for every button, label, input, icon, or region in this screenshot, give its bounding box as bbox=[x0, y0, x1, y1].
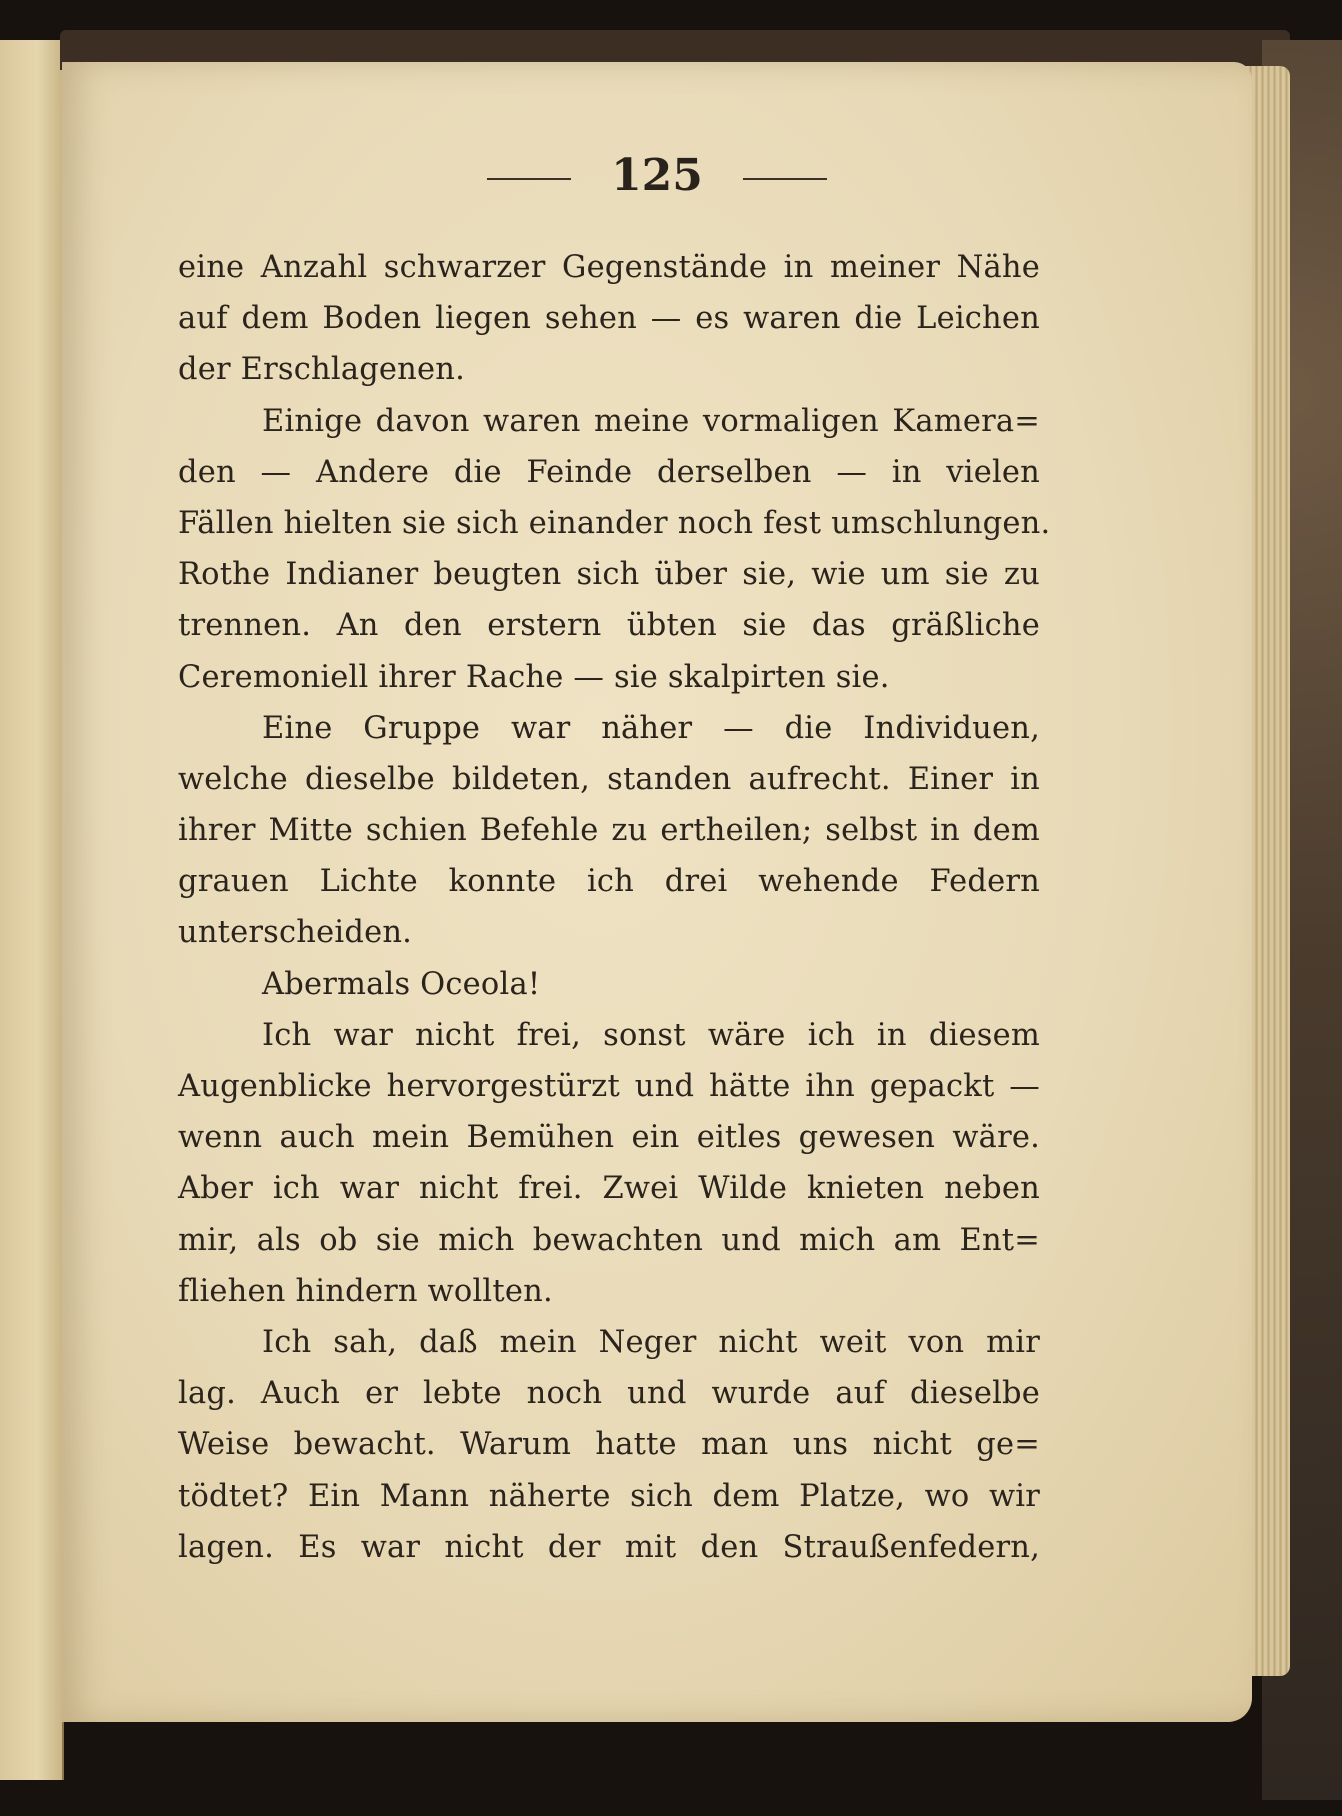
text-line: welche dieselbe bildeten, standen aufrecht. Einer in bbox=[178, 761, 1040, 797]
header-rule-right bbox=[743, 178, 827, 180]
text-line: Einige davon waren meine vormaligen Kamera= bbox=[262, 403, 1040, 439]
text-line: fliehen hindern wollten. bbox=[178, 1273, 553, 1309]
text-line: Rothe Indianer beugten sich über sie, wie um sie zu bbox=[178, 557, 1040, 593]
text-line: Fällen hielten sie sich einander noch fest umschlungen. bbox=[178, 505, 1051, 541]
text-line: tödtet? Ein Mann näherte sich dem Platze, wo wir bbox=[178, 1478, 1040, 1514]
text-line: trennen. An den erstern übten sie das gräßliche bbox=[178, 608, 1040, 644]
text-line: unterscheiden. bbox=[178, 915, 413, 951]
text-line: wenn auch mein Bemühen ein eitles gewesen wäre. bbox=[178, 1120, 1040, 1156]
text-line: lag. Auch er lebte noch und wurde auf dieselbe bbox=[178, 1376, 1040, 1412]
text-line: Abermals Oceola! bbox=[262, 966, 541, 1002]
facing-page-edge bbox=[0, 40, 64, 1780]
text-line: den — Andere die Feinde derselben — in vielen bbox=[178, 454, 1040, 490]
text-line: Ich sah, daß mein Neger nicht weit von mir bbox=[262, 1324, 1040, 1360]
text-line: Ceremoniell ihrer Rache — sie skalpirten sie. bbox=[178, 659, 890, 695]
text-line: auf dem Boden liegen sehen — es waren die Leichen bbox=[178, 301, 1040, 337]
text-line: lagen. Es war nicht der mit den Straußenfedern, bbox=[178, 1529, 1040, 1565]
text-line: eine Anzahl schwarzer Gegenstände in meiner Nähe bbox=[178, 250, 1040, 285]
book-page bbox=[62, 62, 1252, 1722]
text-line: Eine Gruppe war näher — die Individuen, bbox=[262, 710, 1040, 746]
text-line: Aber ich war nicht frei. Zwei Wilde knieten neben bbox=[178, 1171, 1040, 1207]
text-line: grauen Lichte konnte ich drei wehende Federn bbox=[178, 864, 1040, 900]
text-line: der Erschlagenen. bbox=[178, 352, 466, 388]
page-number: 125 bbox=[611, 150, 703, 201]
body-text bbox=[178, 242, 1051, 1573]
text-line: Weise bewacht. Warum hatte man uns nicht ge= bbox=[178, 1427, 1040, 1463]
text-line: ihrer Mitte schien Befehle zu ertheilen; selbst in dem bbox=[178, 813, 1040, 849]
text-line: Augenblicke hervorgestürzt und hätte ihn gepackt — bbox=[178, 1069, 1040, 1104]
text-line: Ich war nicht frei, sonst wäre ich in diesem bbox=[262, 1017, 1040, 1053]
text-line: mir, als ob sie mich bewachten und mich am Ent= bbox=[178, 1222, 1040, 1258]
header-rule-left bbox=[487, 178, 571, 180]
page-header bbox=[62, 150, 1252, 201]
